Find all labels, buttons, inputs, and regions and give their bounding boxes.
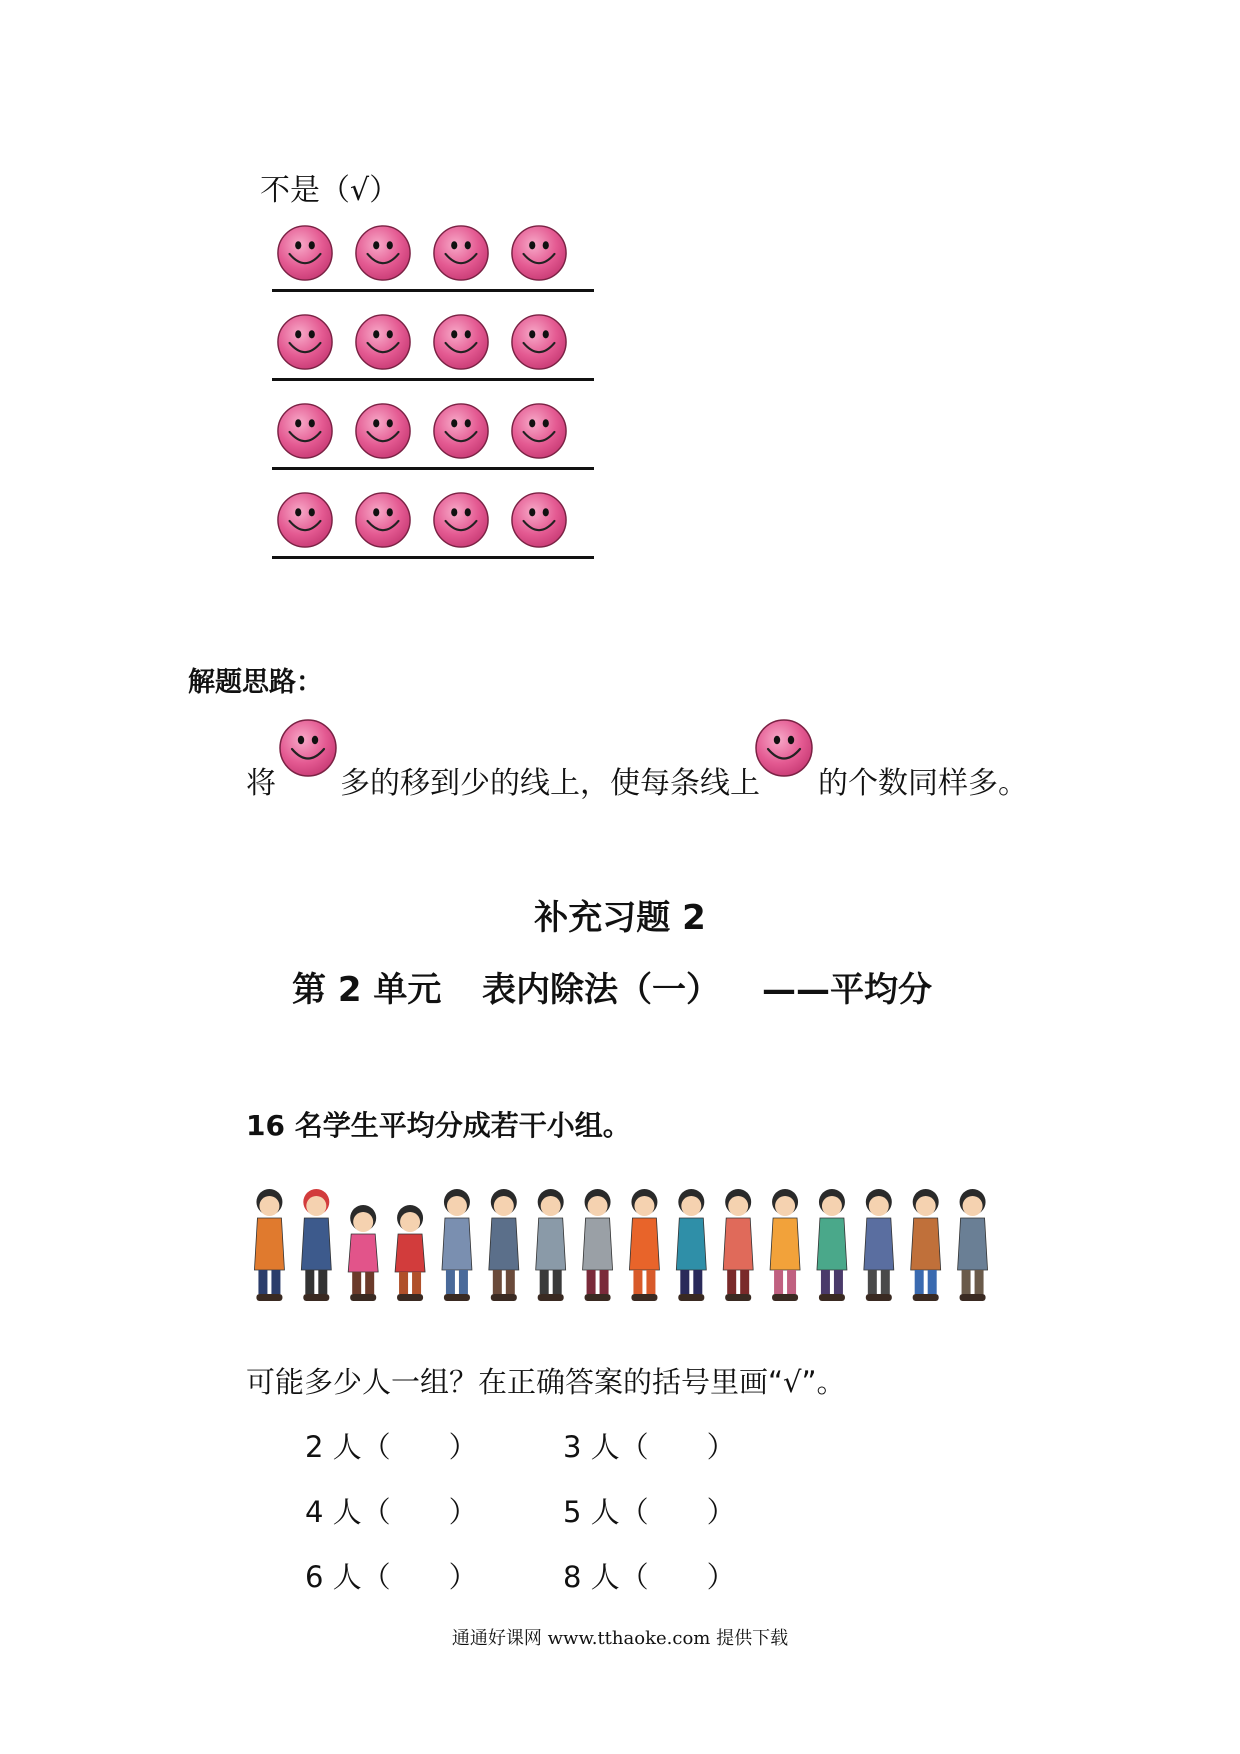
option-row [305,1555,755,1620]
smiley-face-icon [432,402,490,460]
row-line [272,467,594,470]
option-3-per-group[interactable]: 3 人（ ） [563,1430,736,1464]
student-figure [958,1189,988,1301]
student-figure [583,1189,613,1301]
smiley-face-icon [278,718,338,786]
option-5-per-group[interactable]: 5 人（ ） [563,1495,736,1529]
student-figure [911,1189,941,1301]
smiley-face-icon [354,491,412,549]
smiley-face-icon [276,313,334,371]
smiley-face-icon [510,491,568,549]
student-figure [864,1189,894,1301]
answer-options [305,1425,755,1620]
student-figure [442,1189,472,1301]
student-figure [770,1189,800,1301]
student-figure [489,1189,519,1301]
smiley-face-icon [276,402,334,460]
student-figure [301,1189,331,1301]
option-row [305,1425,755,1490]
smiley-face-icon [510,313,568,371]
student-figure [254,1189,284,1301]
smiley-face-icon [354,224,412,282]
hint-label: 解题思路： [188,667,323,698]
student-figure [348,1205,378,1301]
student-figure [676,1189,706,1301]
option-6-per-group[interactable]: 6 人（ ） [305,1560,478,1594]
lesson-title: 表内除法（一） [482,970,720,1010]
student-figure [723,1189,753,1301]
option-2-per-group[interactable]: 2 人（ ） [305,1430,478,1464]
hint-text-part-2: 多的移到少的线上，使每条线上 [340,766,760,801]
smiley-face-icon [510,402,568,460]
student-figure [395,1205,425,1301]
row-line [272,378,594,381]
option-4-per-group[interactable]: 4 人（ ） [305,1495,478,1529]
smiley-row [272,400,594,489]
student-figure [629,1189,659,1301]
hint-sentence [246,718,1028,801]
footer-credit: 通通好课网 www.tthaoke.com 提供下载 [451,1628,789,1649]
students-illustration [246,1184,996,1306]
unit-number: 第 2 单元 [292,970,442,1010]
question-text: 可能多少人一组？在正确答案的括号里画“√”。 [246,1365,846,1399]
hint-text-part-3: 的个数同样多。 [818,766,1028,801]
unit-heading [292,962,962,1010]
smiley-face-icon [432,491,490,549]
option-row [305,1490,755,1555]
student-figure [536,1189,566,1301]
smiley-face-icon [276,491,334,549]
hint-text-part-1: 将 [246,766,276,801]
smiley-face-icon [432,224,490,282]
answer-label: 不是（√） [260,173,400,208]
smiley-row [272,222,594,311]
smiley-face-icon [510,224,568,282]
smiley-face-icon [354,402,412,460]
row-line [272,556,594,559]
problem-statement: 16 名学生平均分成若干小组。 [246,1109,631,1142]
section-title: 补充习题 2 [534,898,706,938]
student-figure [817,1189,847,1301]
lesson-topic: ——平均分 [762,970,932,1010]
smiley-grid [272,222,594,578]
smiley-face-icon [754,718,814,786]
smiley-row [272,489,594,578]
option-8-per-group[interactable]: 8 人（ ） [563,1560,736,1594]
row-line [272,289,594,292]
smiley-row [272,311,594,400]
smiley-face-icon [276,224,334,282]
smiley-face-icon [354,313,412,371]
smiley-face-icon [432,313,490,371]
